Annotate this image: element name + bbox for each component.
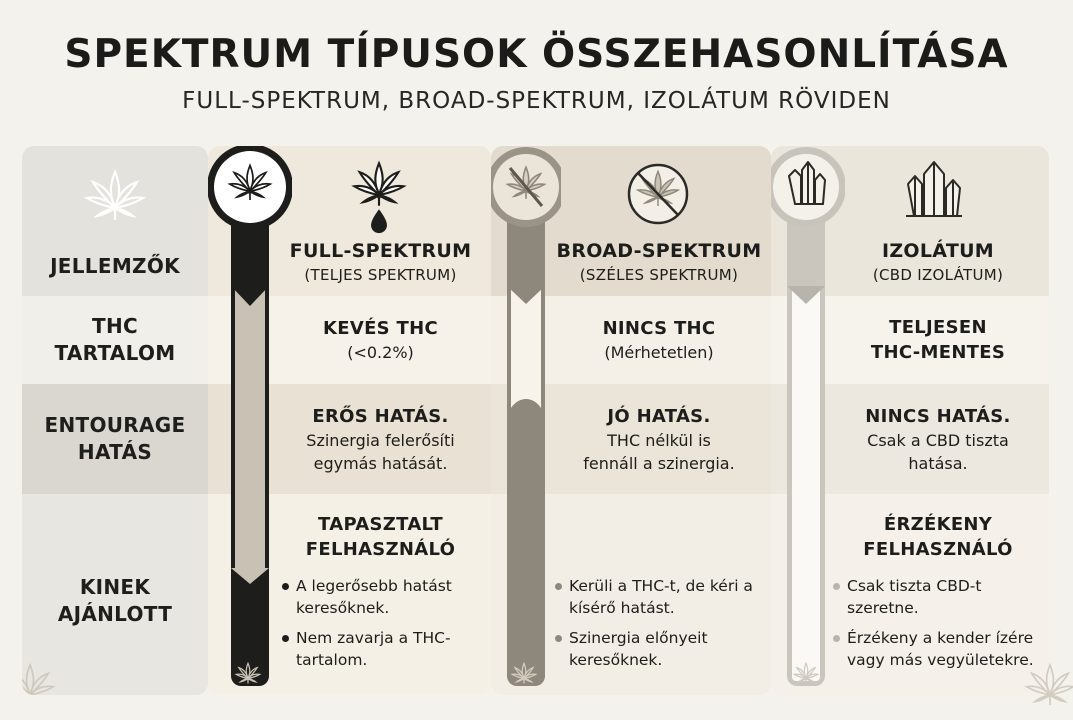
isolate-subname: (CBD IZOLÁTUM) [872, 265, 1004, 284]
full-spectrum-header [270, 234, 491, 290]
list-item: Csak tiszta CBD-t szeretne. [831, 575, 1037, 619]
isolate-thc-cell: TELJESEN THC-MENTES [870, 317, 1006, 363]
isolate-name: IZOLÁTUM [881, 239, 995, 262]
list-item: Érzékeny a kender ízére vagy más vegyületekre. [831, 627, 1037, 671]
full-thc-cell: KEVÉS THC (<0.2%) [323, 318, 438, 362]
broad-thc-cell: NINCS THC (Mérhetetlen) [602, 318, 716, 362]
list-item: A legerősebb hatást keresőknek. [280, 575, 480, 619]
cannabis-leaf-icon [22, 660, 60, 695]
isolate-header [827, 234, 1049, 290]
full-spectrum-column [208, 146, 491, 695]
cannabis-leaf-icon [1020, 660, 1073, 720]
crystal-icon [904, 158, 966, 222]
page-subtitle: FULL-SPEKTRUM, BROAD-SPEKTRUM, IZOLÁTUM RÖVIDEN [182, 88, 891, 114]
no-thc-leaf-icon [626, 162, 690, 226]
features-column [22, 146, 208, 695]
isolate-who-title: ÉRZÉKENY FELHASZNÁLÓ [863, 514, 1013, 560]
isolate-entourage-cell: NINCS HATÁS. Csak a CBD tiszta hatása. [865, 405, 1011, 473]
broad-spectrum-name: BROAD-SPEKTRUM [556, 239, 762, 262]
leaf-with-drop-icon [348, 158, 410, 234]
list-item: Szinergia előnyeit keresőknek. [553, 627, 763, 671]
broad-spectrum-header [547, 234, 771, 290]
features-header: JELLEMZŐK [50, 253, 180, 278]
row-label-entourage: ENTOURAGE HATÁS [44, 413, 186, 464]
broad-spectrum-column [491, 146, 771, 695]
row-label-who: KINEK AJÁNLOTT [57, 575, 173, 626]
full-who-list [280, 575, 480, 679]
isolate-who-list [831, 575, 1037, 679]
isolate-column [771, 146, 1049, 695]
page-title: SPEKTRUM TÍPUSOK ÖSSZEHASONLÍTÁSA [64, 32, 1009, 77]
full-spectrum-name: FULL-SPEKTRUM [289, 239, 472, 262]
broad-entourage-cell: JÓ HATÁS. THC nélkül is fennáll a szinergia. [583, 405, 735, 473]
full-who-title: TAPASZTALT FELHASZNÁLÓ [305, 514, 456, 560]
row-label-thc: THC TARTALOM [54, 314, 176, 365]
full-spectrum-subname: (TELJES SPEKTRUM) [304, 265, 457, 284]
broad-who-list [553, 575, 763, 679]
broad-spectrum-subname: (SZÉLES SPEKTRUM) [579, 265, 739, 284]
full-entourage-cell: ERŐS HATÁS. Szinergia felerősíti egymás hatását. [306, 405, 455, 473]
cannabis-leaf-icon [80, 166, 150, 238]
list-item: Kerüli a THC-t, de kéri a kísérő hatást. [553, 575, 763, 619]
list-item: Nem zavarja a THC-tartalom. [280, 627, 480, 671]
